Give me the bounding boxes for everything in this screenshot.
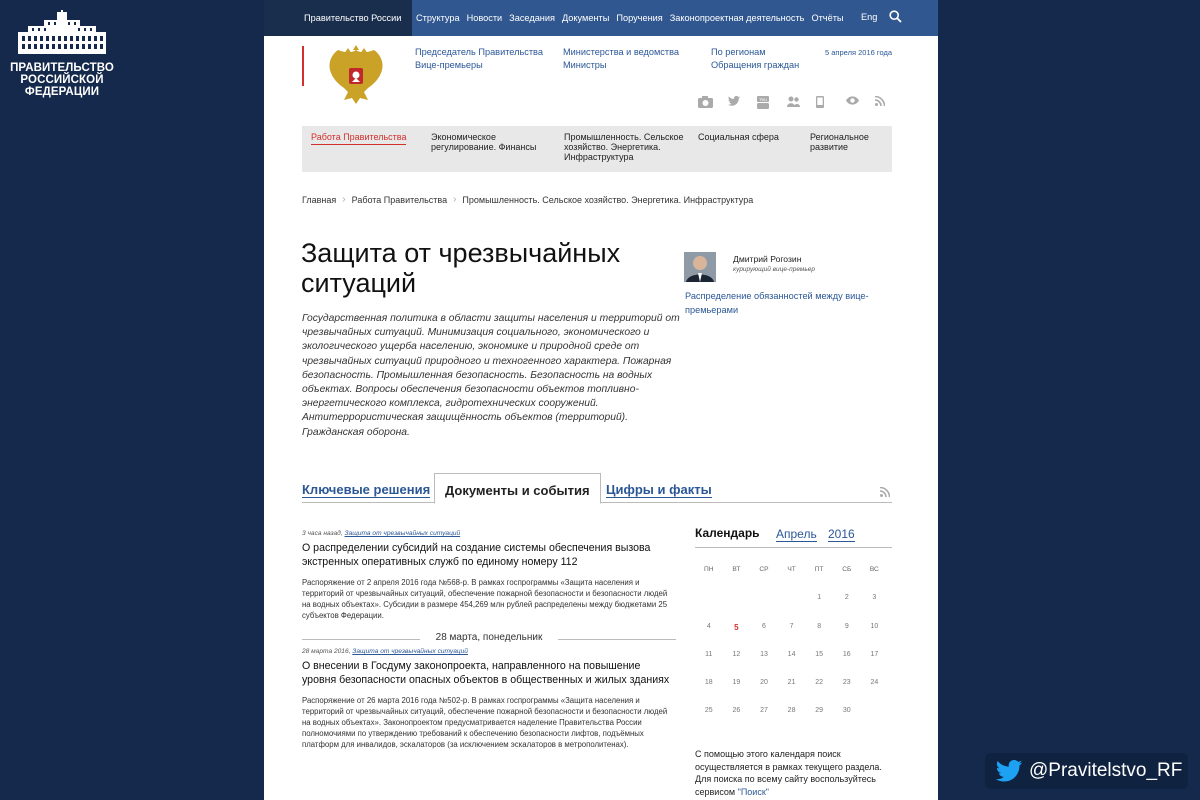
camera-icon[interactable] [698,96,728,109]
calendar-grid [695,566,892,736]
search-icon[interactable] [889,10,902,25]
search-service-link[interactable]: "Поиск" [737,786,769,797]
calendar-day[interactable]: 17 [870,650,879,658]
twitter-handle: @Pravitelstvo_RF [1029,760,1183,781]
news-list [302,530,676,750]
tab-facts-figures[interactable] [606,473,712,503]
page-lead: Государственная политика в области защиты населения и территорий от чрезвычайных ситуаций. Минимизация социального, экономического и экологического ущерба населению, экономике и природной среде от чрезвычайных ситуаций природного и техногенного характера. Пожарная безопасность. Промышленная безопасность. Безопасность на водных объектах. Вопросы обеспечения безопасности объектов топливно-энергетического комплекса, гидротехнических сооружений. Антитеррористическая защищённость объектов (территорий). Гражданская оборона. [302,313,680,438]
news-text: Распоряжение от 2 апреля 2016 года №568-р. В рамках госпрограммы «Защита населения и территорий от чрезвычайных ситуаций, обеспечение пожарной безопасности и безопасности людей на водных объектах». Субсидии в размере 454,269 млн рублей распределены между бюджетами 25 субъектов Федерации. [302,578,668,620]
calendar-day[interactable]: 13 [760,650,768,658]
calendar-weekday: ПН [704,566,714,573]
social-icons [698,96,905,109]
calendar-day[interactable]: 12 [732,650,741,658]
calendar-day[interactable]: 1 [817,594,822,602]
calendar-day[interactable]: 29 [815,707,824,715]
mobile-icon[interactable] [816,96,846,109]
calendar-header [695,518,892,548]
news-title[interactable]: О распределении субсидий на создание системы обеспечения вызова экстренных оперативных служб по единому номеру 112 [302,542,651,568]
calendar-note-text: С помощью этого календаря поиск осуществляется в рамках текущего раздела. Для поиска по всему сайту воспользуйтесь сервисом [695,749,882,797]
calendar-day[interactable]: 6 [762,622,766,630]
calendar-empty-cell [778,594,806,622]
top-nav-item-legislation[interactable]: Законопроектная деятельность [669,13,805,23]
calendar-month-select[interactable]: Апрель [776,527,817,541]
twitter-icon[interactable] [728,96,758,109]
calendar-weekday: ЧТ [787,566,796,573]
header-link-appeals[interactable]: Обращения граждан [711,60,800,70]
breadcrumb-industry[interactable]: Промышленность. Сельское хозяйство. Энергетика. Инфраструктура [462,194,754,205]
brand-text: ПРАВИТЕЛЬСТВО РОССИЙСКОЙ ФЕДЕРАЦИИ [10,62,114,98]
calendar-weekday: ВТ [732,566,741,573]
calendar-day[interactable]: 18 [704,679,713,687]
section-nav-social[interactable]: Социальная сфера [698,132,779,142]
calendar-day[interactable]: 5 [734,622,739,632]
tab-key-decisions[interactable] [302,473,430,503]
calendar-day[interactable]: 11 [705,650,713,658]
language-switch[interactable]: Eng [861,12,878,22]
section-nav [302,126,892,172]
white-house-icon [14,10,110,56]
duties-distribution-link[interactable]: Распределение обязанностей между вице-премьерами [685,291,869,315]
calendar-day[interactable]: 19 [732,679,741,687]
calendar-empty-cell [861,707,889,735]
news-item [302,530,676,621]
calendar-weekday: ПТ [814,566,824,573]
header-link-vice-premiers[interactable]: Вице-премьеры [415,60,483,70]
calendar-week [695,707,892,735]
tab-documents-events[interactable]: Документы и события [434,473,601,504]
top-nav-item-meetings[interactable]: Заседания [509,13,555,23]
top-nav-item-reports[interactable]: Отчёты [811,13,844,23]
news-time: 3 часа назад, [302,530,343,537]
calendar-day[interactable]: 3 [872,594,877,602]
content-tabs [302,473,892,503]
calendar-day[interactable]: 26 [732,707,741,715]
calendar-empty-cell [723,594,751,622]
calendar-empty-cell [695,594,723,622]
calendar-weekdays [695,566,892,594]
avatar[interactable] [684,252,716,282]
top-nav-item-structure[interactable]: Структура [416,13,460,23]
news-text: Распоряжение от 26 марта 2016 года №502-р. В рамках госпрограммы «Защита населения и территорий от чрезвычайных ситуаций, обеспечение пожарной безопасности и безопасности людей на водных объектах». Законопроектом предусматривается наделение Правительства России полномочиями по утверждению требований к обеспечению безопасности лифтов, подъёмных платформ для инвалидов, эскалаторов (за исключением эскалаторов в метрополитенах). [302,696,668,749]
news-item [302,648,676,750]
government-page [264,0,938,800]
calendar-day[interactable]: 28 [787,707,796,715]
calendar-day[interactable]: 15 [815,650,824,658]
calendar-day[interactable]: 25 [704,707,713,715]
page-title: Защита от чрезвычайных ситуаций [301,238,621,298]
calendar-empty-cell [750,594,778,622]
breadcrumb-government-work[interactable]: Работа Правительства [351,194,448,205]
rss-icon[interactable] [875,96,905,109]
calendar-day[interactable]: 30 [842,707,851,715]
coat-of-arms-icon[interactable] [326,44,386,111]
header-link-chairman[interactable]: Председатель Правительства [415,47,543,57]
calendar-note [695,748,892,798]
calendar-day[interactable]: 22 [815,679,824,687]
news-tag-link[interactable]: Защита от чрезвычайных ситуаций [344,530,461,537]
tab-key-decisions-label: Ключевые решения [302,482,431,497]
breadcrumb-home[interactable]: Главная [302,194,337,205]
breadcrumb [302,194,753,205]
news-meta [302,530,676,537]
top-nav-items [416,13,851,23]
calendar-weekday: СР [759,566,769,573]
header-accent-line [302,46,304,86]
news-tag-link[interactable]: Защита от чрезвычайных ситуаций [352,648,468,655]
top-nav-item-instructions[interactable]: Поручения [616,13,663,23]
current-date: 5 апреля 2016 года [825,48,892,57]
calendar-day[interactable]: 2 [844,594,849,602]
calendar-week [695,651,892,679]
chevron-right-icon: › [453,194,457,205]
tab-facts-figures-label: Цифры и факты [606,482,712,497]
calendar-weekday: ВС [869,566,879,573]
calendar-year-select[interactable]: 2016 [828,527,855,541]
calendar-weekday: СБ [842,566,852,573]
calendar-widget [695,518,892,797]
date-separator: 28 марта, понедельник [302,632,676,643]
svg-text:You: You [759,97,767,102]
calendar-day[interactable]: 21 [787,679,796,687]
section-nav-industry[interactable]: Промышленность. Сельское хозяйство. Энергетика. Инфраструктура [564,132,684,162]
curator-role: курирующий вице-премьер [733,266,815,273]
calendar-day[interactable]: 20 [760,679,768,687]
calendar-day[interactable]: 10 [870,622,879,630]
news-meta [302,648,676,655]
calendar-title: Календарь [695,526,760,540]
government-logo[interactable] [8,10,116,98]
calendar-week [695,594,892,622]
header-link-regions[interactable]: По регионам [711,47,766,57]
section-nav-regional[interactable]: Региональное развитие [810,132,869,152]
calendar-day[interactable]: 14 [787,650,796,658]
news-time: 28 марта 2016, [302,648,351,655]
section-nav-economy[interactable]: Экономическое регулирование. Финансы [431,132,537,152]
top-nav-bar [264,0,938,36]
news-title[interactable]: О внесении в Госдуму законопроекта, направленного на повышение уровня безопасности опасных объектов в общественных и жилых зданиях [302,660,670,686]
rss-icon[interactable] [880,484,890,502]
calendar-day[interactable]: 9 [844,622,849,630]
header-link-ministries[interactable]: Министерства и ведомства [563,47,679,57]
chevron-right-icon: › [342,194,346,205]
calendar-week [695,679,892,707]
section-nav-government-work[interactable]: Работа Правительства [311,132,406,145]
calendar-day[interactable]: 16 [842,650,851,658]
calendar-day[interactable]: 7 [789,622,794,630]
calendar-day[interactable]: 4 [706,622,711,630]
youtube-icon[interactable] [757,96,787,109]
people-icon[interactable] [787,96,817,109]
top-nav-active[interactable]: Правительство России [264,0,412,36]
calendar-day[interactable]: 24 [870,679,879,687]
calendar-day[interactable]: 27 [760,707,768,715]
calendar-day[interactable]: 23 [842,679,851,687]
eye-icon[interactable] [846,96,876,109]
top-nav-item-news[interactable]: Новости [466,13,503,23]
top-nav-item-documents[interactable]: Документы [561,13,610,23]
twitter-bird-icon [995,760,1023,782]
calendar-day[interactable]: 8 [817,622,822,630]
header-link-ministers[interactable]: Министры [563,60,607,70]
curator-name[interactable]: Дмитрий Рогозин [733,254,802,264]
calendar-week [695,623,892,651]
twitter-badge[interactable] [985,753,1188,789]
